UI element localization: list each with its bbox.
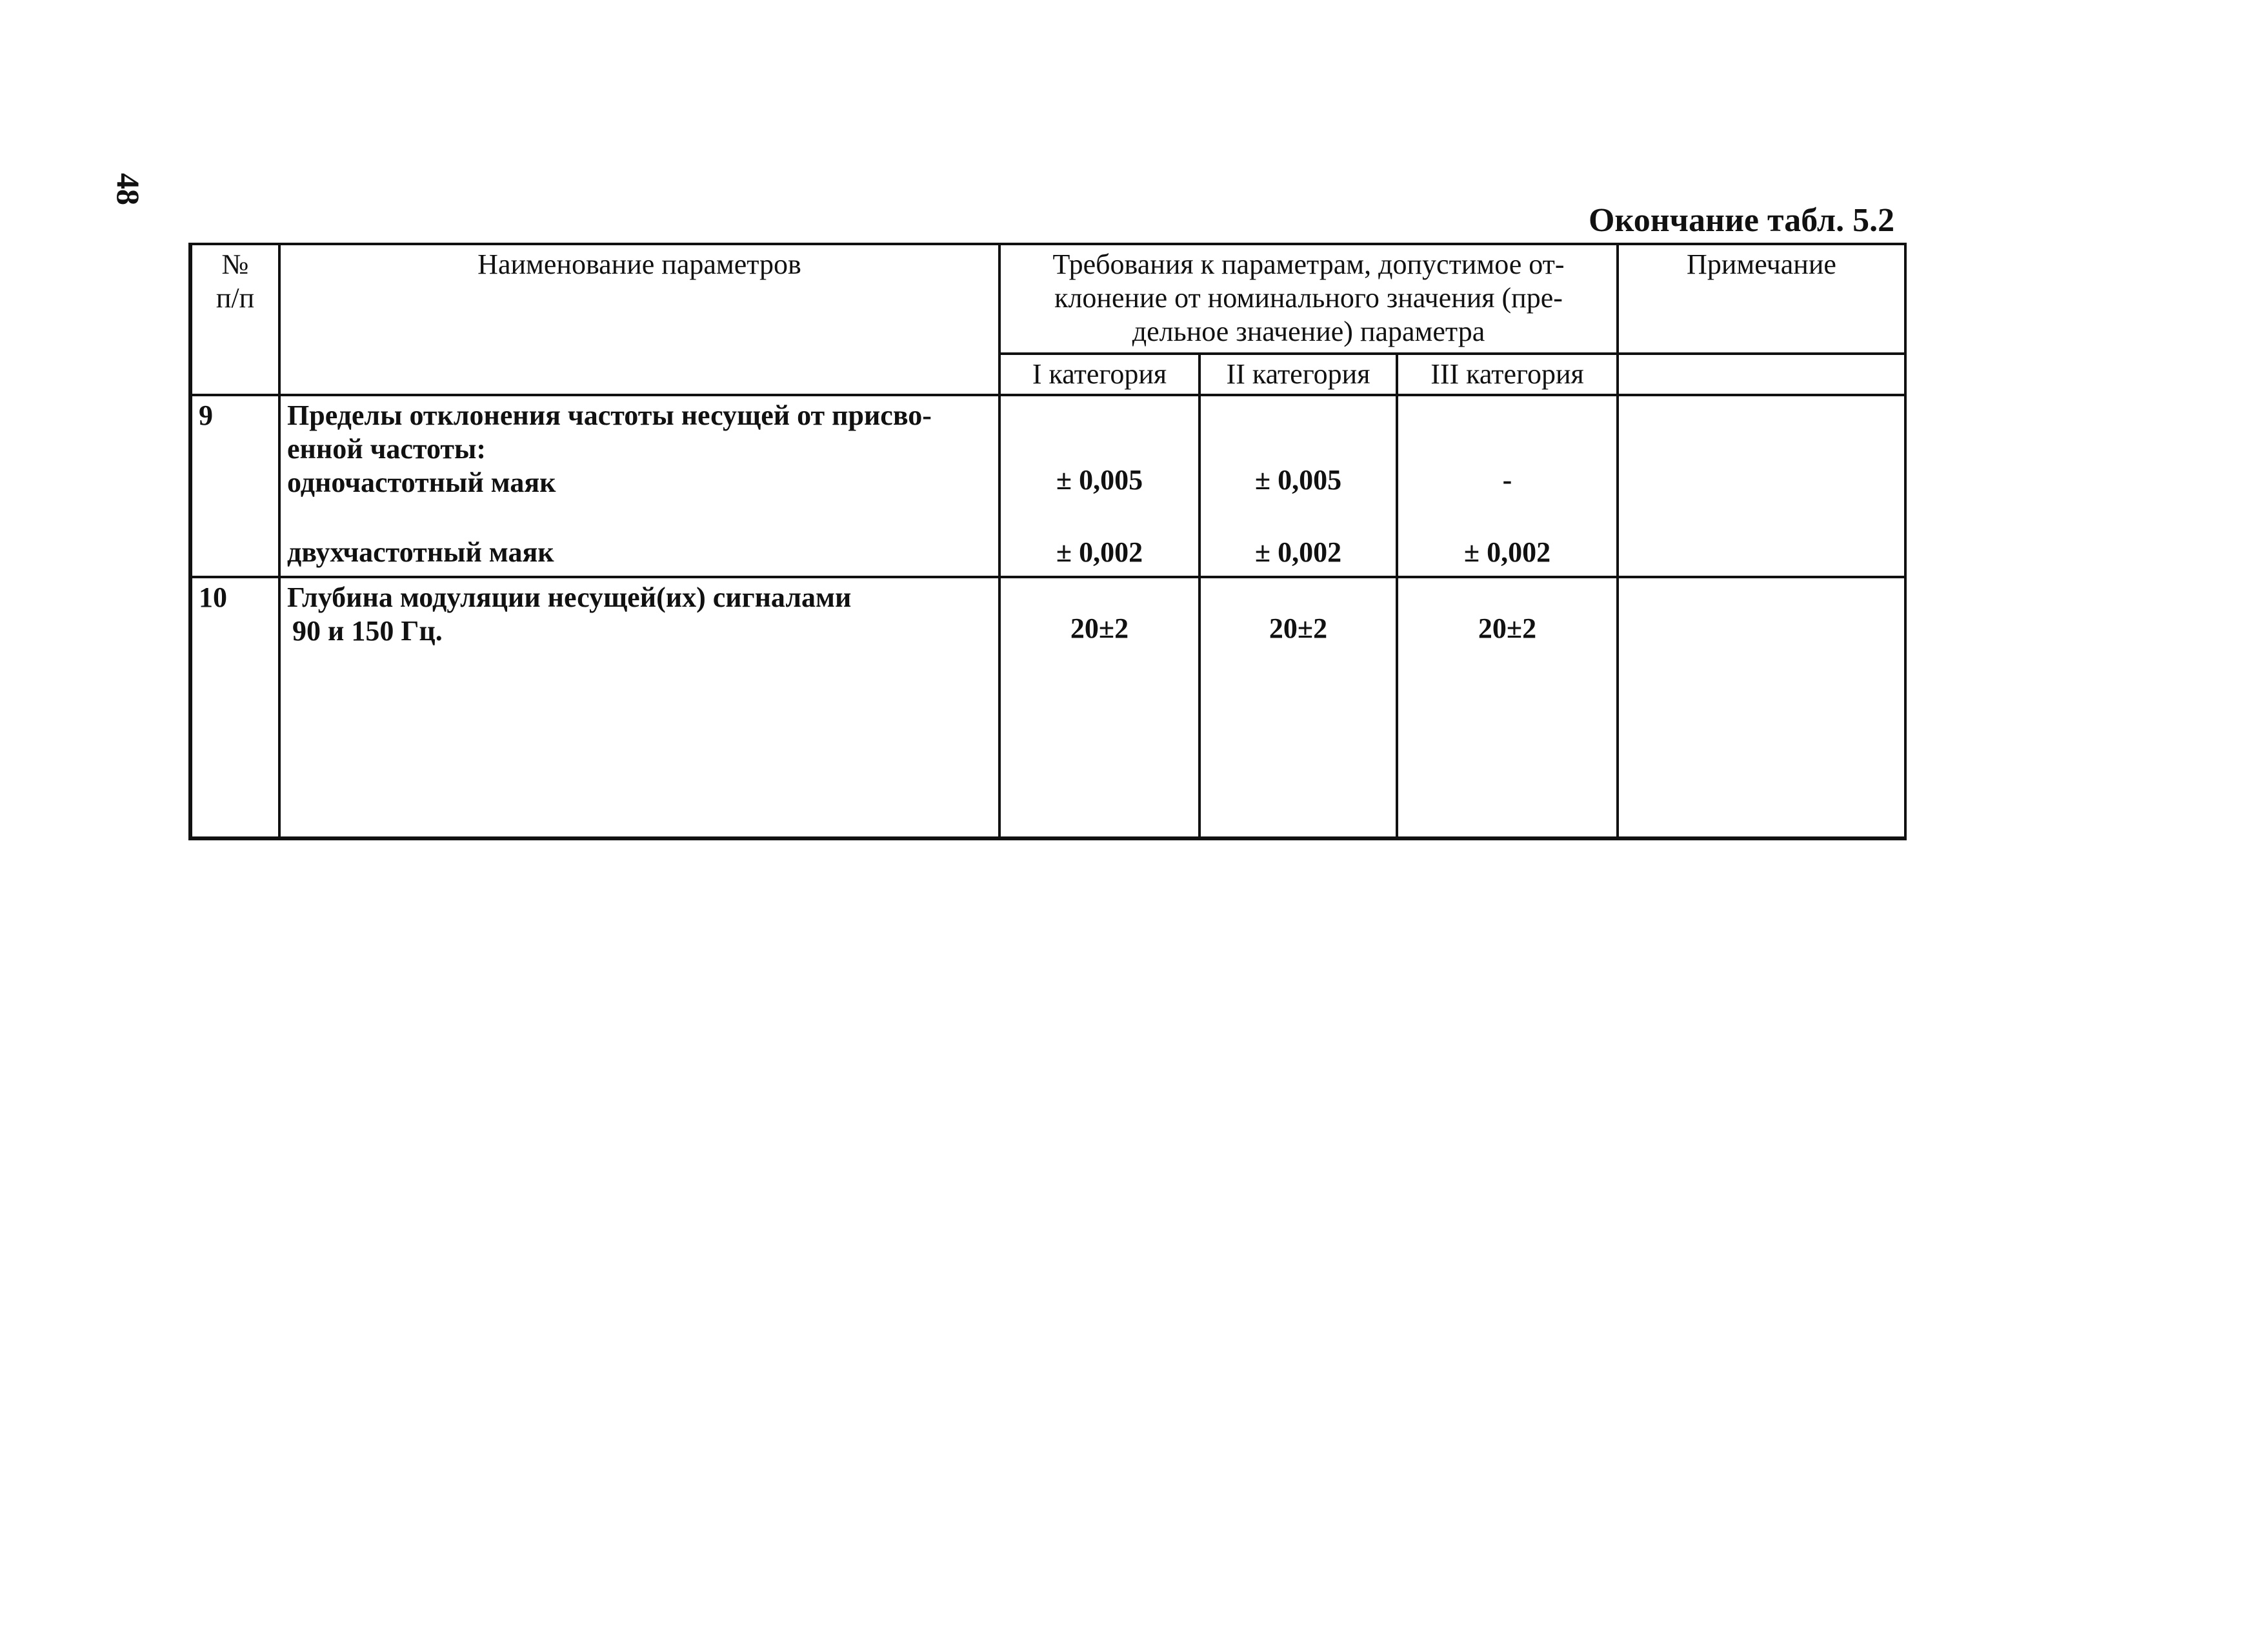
header-name-label: Наименование параметров — [477, 248, 801, 280]
row9-num-cell — [190, 395, 279, 577]
row9-cat2-dual: ± 0,002 — [1254, 536, 1342, 568]
header-num-label: п/п — [216, 281, 255, 314]
header-cat1-label: I категория — [1032, 358, 1167, 390]
row10-num: 10 — [199, 581, 227, 613]
header-name-cell — [279, 244, 999, 395]
header-note-label: Примечание — [1687, 248, 1836, 280]
header-cat3-label: III категория — [1430, 358, 1584, 390]
header-cat2-label: II категория — [1226, 358, 1370, 390]
row9-cat3-dual: ± 0,002 — [1463, 536, 1551, 568]
row9-param-line2: енной частоты: — [287, 432, 486, 465]
page-number: 48 — [110, 173, 146, 205]
header-note-cell — [1618, 244, 1905, 354]
row10-param-line1: Глубина модуляции несущей(их) сигналами — [287, 581, 852, 613]
row9-cat3-cell — [1397, 395, 1618, 577]
row10-cat3: 20±2 — [1478, 612, 1537, 644]
header-requirements-line3: дельное значение) параметра — [1132, 315, 1485, 347]
row10-cat2: 20±2 — [1269, 612, 1328, 644]
header-num-cell — [190, 244, 279, 395]
table-row-9 — [190, 395, 1905, 577]
row9-cat3-single: - — [1502, 463, 1512, 496]
row9-param-cell — [279, 395, 999, 577]
row10-param-line2: 90 и 150 Гц. — [292, 614, 443, 647]
header-cat3-cell — [1397, 354, 1618, 395]
row9-num: 9 — [199, 399, 213, 431]
row10-note-cell — [1618, 577, 1905, 838]
row9-param-line1: Пределы отклонения частоты несущей от присво- — [287, 399, 932, 431]
header-requirements-line1: Требования к параметрам, допустимое от- — [1052, 248, 1565, 280]
header-note-sub-cell — [1618, 354, 1905, 395]
row10-num-cell — [190, 577, 279, 838]
row10-cat1: 20±2 — [1070, 612, 1129, 644]
row9-param-line4: двухчастотный маяк — [287, 536, 554, 568]
row9-cat1-single: ± 0,005 — [1056, 463, 1143, 496]
row9-cat2-cell — [1199, 395, 1397, 577]
table-caption: Окончание табл. 5.2 — [1589, 202, 1895, 239]
header-cat1-cell — [999, 354, 1199, 395]
row10-param-cell — [279, 577, 999, 838]
row10-cat2-cell — [1199, 577, 1397, 838]
row9-cat1-cell — [999, 395, 1199, 577]
header-row-main — [190, 244, 1905, 354]
row9-cat2-single: ± 0,005 — [1254, 463, 1342, 496]
table-row-10 — [190, 577, 1905, 838]
parameters-table — [188, 243, 1907, 840]
row9-param-line3: одночастотный маяк — [287, 466, 556, 498]
row9-note-cell — [1618, 395, 1905, 577]
row10-cat3-cell — [1397, 577, 1618, 838]
header-requirements-cell — [999, 244, 1618, 354]
header-requirements-line2: клонение от номинального значения (пре- — [1054, 281, 1563, 314]
header-num-symbol: № — [221, 248, 249, 280]
row10-cat1-cell — [999, 577, 1199, 838]
header-cat2-cell — [1199, 354, 1397, 395]
row9-cat1-dual: ± 0,002 — [1056, 536, 1143, 568]
